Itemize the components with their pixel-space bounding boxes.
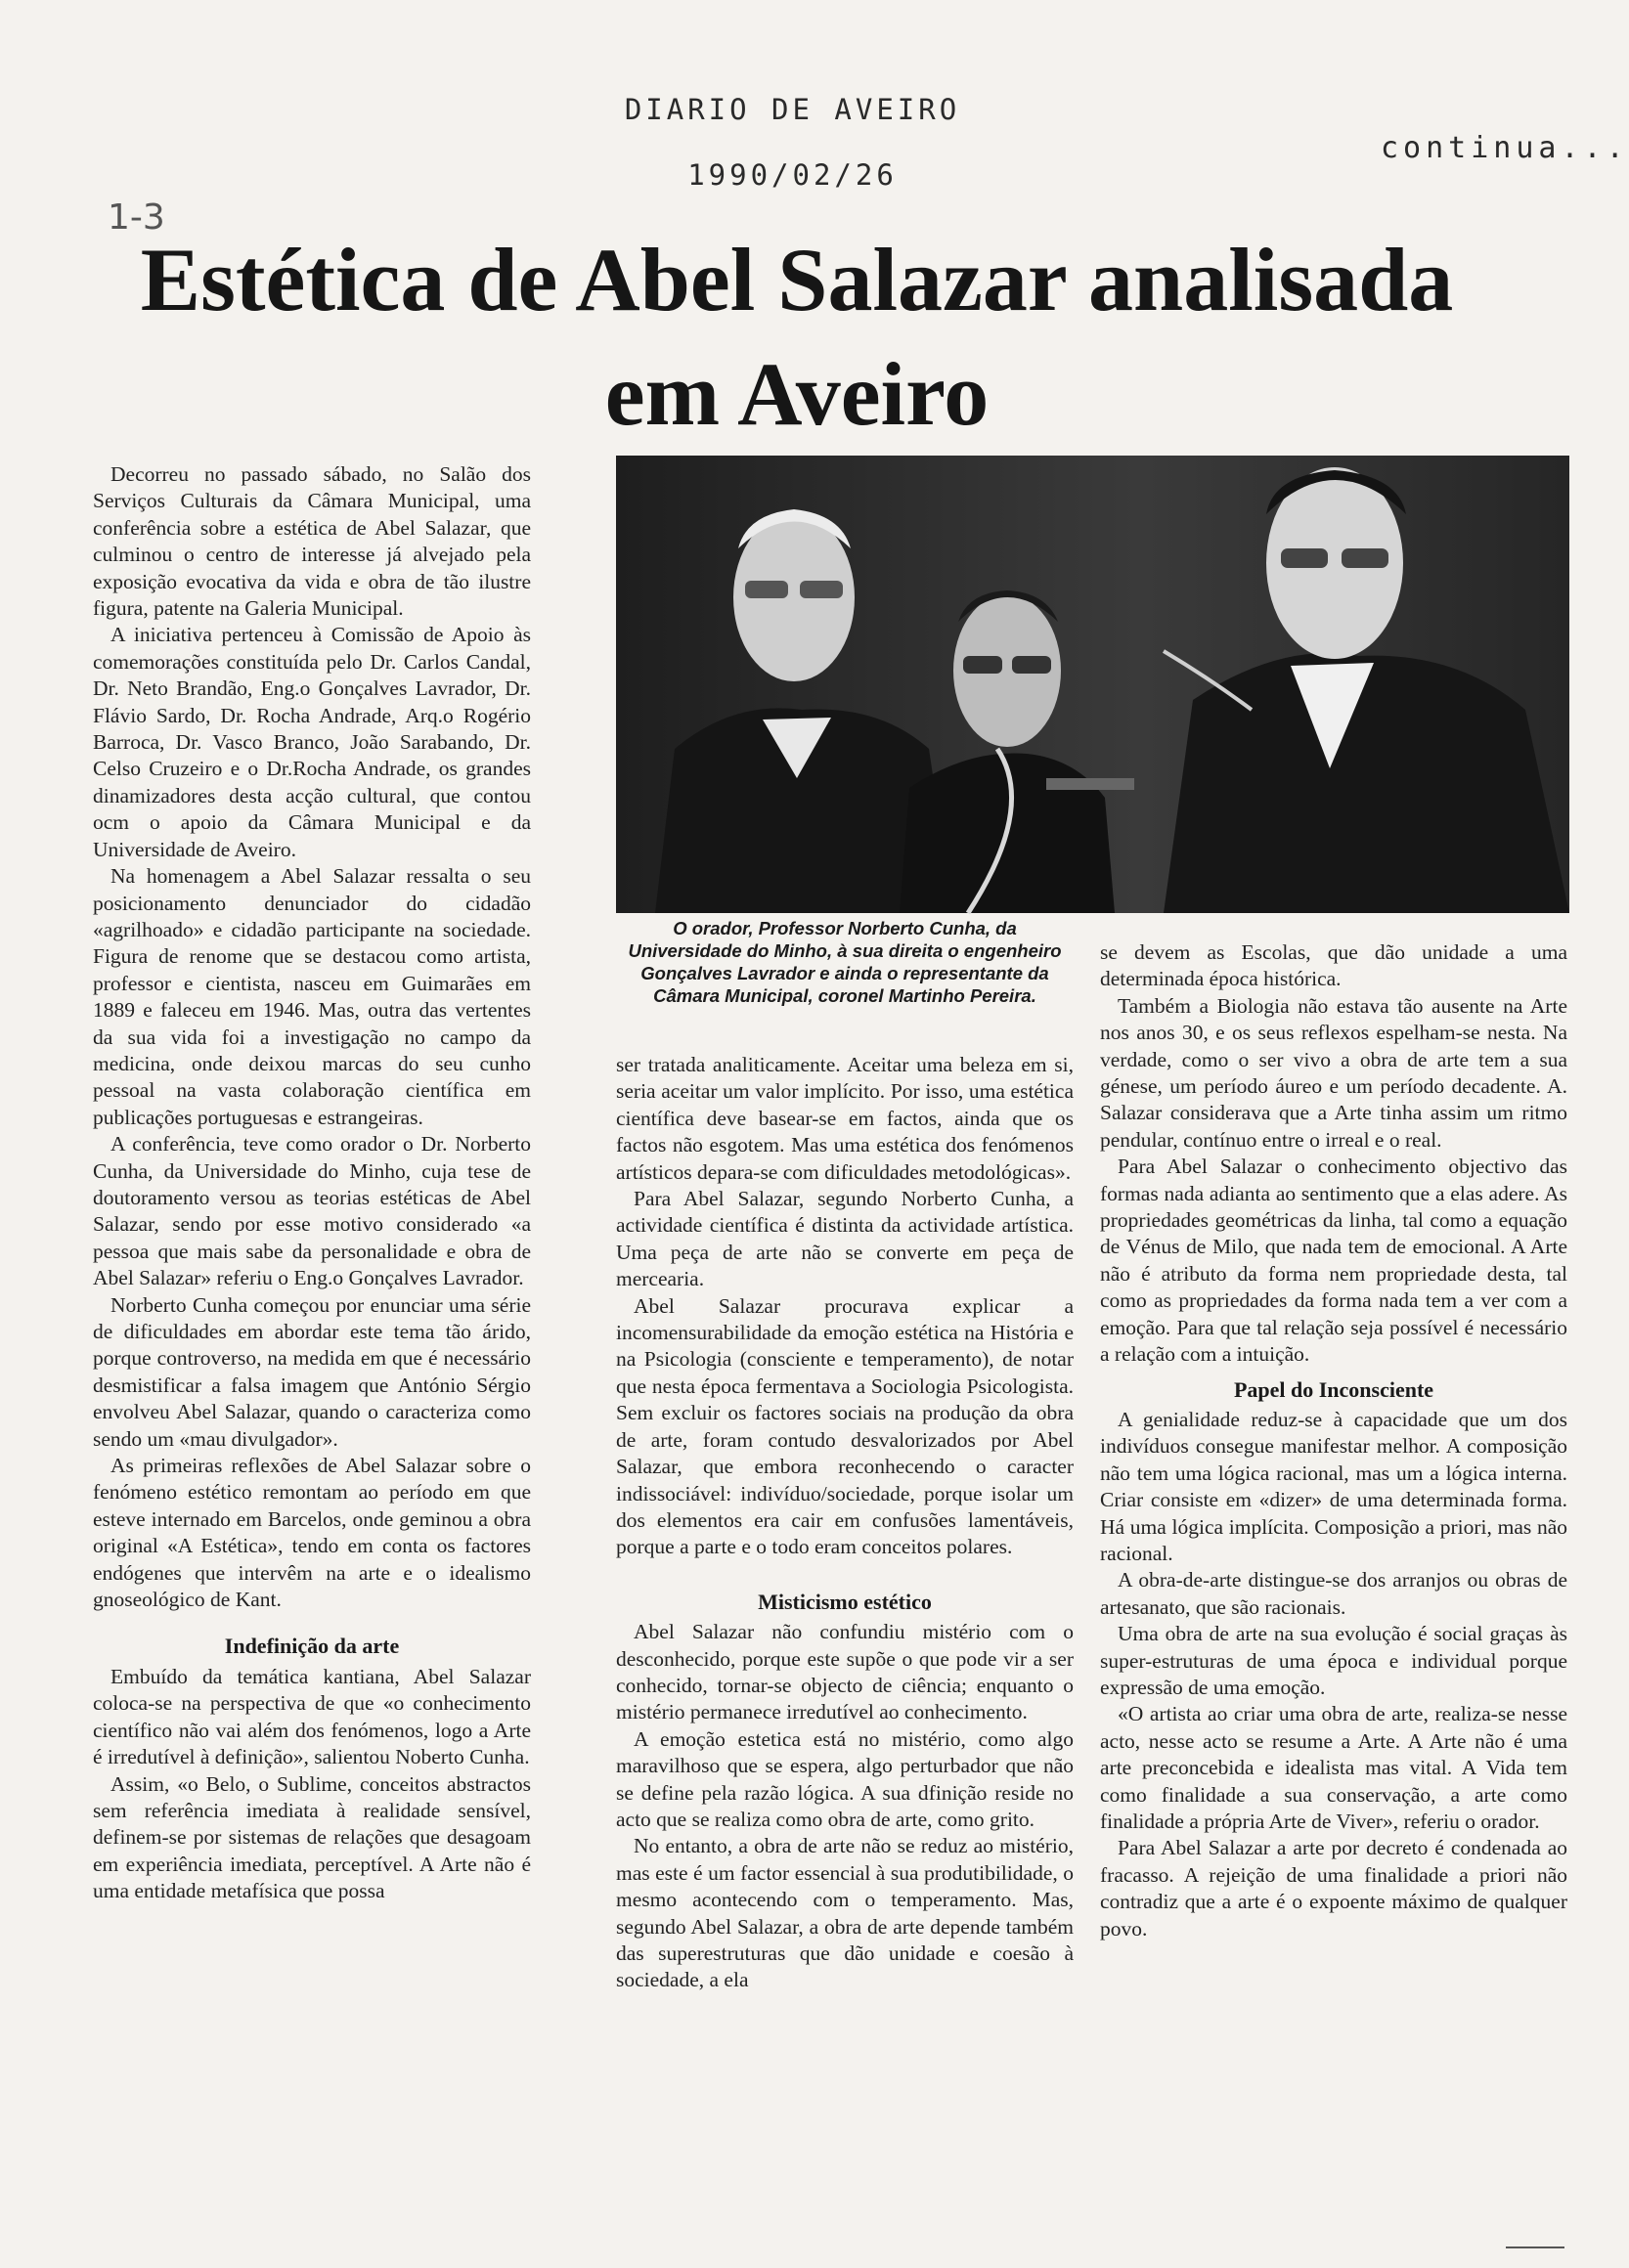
- continued-mark: continua...: [1381, 131, 1629, 165]
- end-rule: [1506, 2246, 1564, 2248]
- paragraph: Assim, «o Belo, o Sublime, conceitos abstractos sem referência imediata à realidade sensível, definem-se por sistemas de relações que desagoam em experiência imediata, perceptível. A Arte não é uma entidade metafísica que possa: [93, 1771, 531, 1903]
- paragraph: se devem as Escolas, que dão unidade a uma determinada época histórica.: [1100, 940, 1567, 991]
- paragraph: «O artista ao criar uma obra de arte, realiza-se nesse acto, nesse acto se resume a Arte. A Arte não é uma arte preconcebida e idealista mas vital. A Vida tem como finalidade a sua conservação, a arte como finalidade a própria Arte de Viver», referiu o orador.: [1100, 1702, 1567, 1833]
- subheading-inconsciente: Papel do Inconsciente: [1233, 1376, 1434, 1402]
- speakers-photo: [616, 456, 1569, 913]
- paragraph: Abel Salazar procurava explicar a incomensurabilidade da emoção estética na História e na Psicologia (consciente e temperamento), de notar que nesta época fermentava a Sociologia Psicologista. Sem excluir os factores sociais na produção da obra de arte, foram contudo desvalorizados por Abel Salazar, que embora reconhecendo o caracter indissociável: indivíduo/sociedade, porque isolar um dos elementos era cair em confusões lamentáveis, porque a parte e o todo eram conceitos polares.: [616, 1293, 1074, 1559]
- paragraph: Na homenagem a Abel Salazar ressalta o seu posicionamento denunciador do cidadão «agrilhoado» e cidadão participante na sociedade. Figura de renome que se destacou como artista, professor e cientista, nasceu em Guimarães em 1889 e faleceu em 1946. Mas, outra das vertentes da sua vida foi a investigação no campo da medicina, onde deixou marcas do seu cunho pessoal na vasta colaboração científica em publicações portuguesas e estrangeiras.: [93, 864, 531, 1129]
- paragraph: Embuído da temática kantiana, Abel Salazar coloca-se na perspectiva de que «o conhecimento científico não vai além dos fenómenos, logo a Arte é irredutível à definição», salientou Noberto Cunha.: [93, 1664, 531, 1769]
- paragraph: Decorreu no passado sábado, no Salão dos Serviços Culturais da Câmara Municipal, uma conferência sobre a estética de Abel Salazar, que culminou o centro de interesse já alvejado pela exposição evocativa da vida e obra de tão ilustre figura, patente na Galeria Municipal.: [93, 462, 531, 621]
- article-column-1: [93, 461, 531, 1905]
- paragraph: Para Abel Salazar a arte por decreto é condenada ao fracasso. A rejeição de uma finalidade a priori não contradiz que a arte é o expoente máximo de qualquer povo.: [1100, 1836, 1567, 1941]
- article-column-2: [616, 1052, 1074, 1994]
- paragraph: Abel Salazar não confundiu mistério com o desconhecido, porque este supõe o que pode vir a ser conhecido, tornar-se objecto de ciência; enquanto o mistério permanece irredutível ao conhecimento.: [616, 1620, 1074, 1724]
- photo-caption: O orador, Professor Norberto Cunha, da Universidade do Minho, à sua direita o engenheiro Gonçalves Lavrador e ainda o representante da Câmara Municipal, coronel Martinho Pereira.: [628, 918, 1062, 1006]
- paragraph: Para Abel Salazar, segundo Norberto Cunha, a actividade científica é distinta da actividade artística. Uma peça de arte não se converte em peça de mercearia.: [616, 1187, 1074, 1291]
- paragraph: A emoção estetica está no mistério, como algo maravilhoso que se espera, algo perturbador que não se define pela razão lógica. A sua dfinição reside no acto que se realiza como obra de arte, como grito.: [616, 1726, 1074, 1831]
- paragraph: A iniciativa pertenceu à Comissão de Apoio às comemorações constituída pelo Dr. Carlos Candal, Dr. Neto Brandão, Eng.o Gonçalves Lavrador, Dr. Flávio Sardo, Dr. Rocha Andrade, Arq.o Rogério Barroca, Dr. Vasco Branco, João Sarabando, Dr. Celso Cruzeiro e o Dr.Rocha Andrade, os grandes dinamizadores desta acção cultural, que contou ocm o apoio da Câmara Municipal e da Universidade de Aveiro.: [93, 623, 531, 861]
- paragraph: ser tratada analiticamente. Aceitar uma beleza em si, seria aceitar um valor implícito. Por isso, uma estética científica deve basear-se em factos, ainda que os factos não esgotem. Mas uma estética dos fenómenos artísticos depara-se com dificuldades metodológicas».: [616, 1053, 1074, 1184]
- paragraph: Para Abel Salazar o conhecimento objectivo das formas nada adianta ao sentimento que a elas adere. As propriedades geométricas da linha, tal como a equação de Vénus de Milo, que nada tem de emocional. A Arte não é atributo da forma nem propriedade desta, tal como as propriedades da forma nada tem a ver com a emoção. Para que tal relação seja possível é necessário a relação com a intuição.: [1100, 1155, 1567, 1367]
- subheading-misticismo: Misticismo estético: [758, 1589, 932, 1614]
- paragraph: Uma obra de arte na sua evolução é social graças às super-estruturas de uma época e individual porque expressão de uma emoção.: [1100, 1622, 1567, 1699]
- subheading-indefinicao: Indefinição da arte: [224, 1634, 400, 1659]
- paragraph: Também a Biologia não estava tão ausente na Arte nos anos 30, e os seus reflexos espelham-se nesta. Na verdade, como o ser vivo a obra de arte tem a sua génese, um período áureo e um período decadente. A. Salazar considerava que a Arte tinha assim um ritmo pendular, contínuo entre o irreal e o real.: [1100, 993, 1567, 1152]
- paragraph: As primeiras reflexões de Abel Salazar sobre o fenómeno estético remontam ao período em que esteve internado em Barcelos, onde geminou a obra original «A Estética», tendo em conta os factores endógenes que intervêm na arte e o idealismo gnoseológico de Kant.: [93, 1454, 531, 1612]
- publication-name: DIARIO DE AVEIRO: [624, 93, 961, 126]
- article-column-3: [1100, 939, 1567, 1942]
- paragraph: A obra-de-arte distingue-se dos arranjos ou obras de artesanato, que são racionais.: [1100, 1568, 1567, 1619]
- headline-line-2: em Aveiro: [604, 344, 990, 444]
- paragraph: No entanto, a obra de arte não se reduz ao mistério, mas este é um factor essencial à sua produtibilidade, o mesmo acontecendo com o temperamento. Mas, segundo Abel Salazar, a obra de arte depende também das superestruturas que dão unidade e coesão à sociedade, a ela: [616, 1834, 1074, 1992]
- headline-line-1: Estética de Abel Salazar analisada: [140, 230, 1454, 329]
- page-mark: 1-3: [108, 197, 165, 238]
- speakers-photo-graphic: [616, 456, 1569, 913]
- paragraph: A genialidade reduz-se à capacidade que um dos indivíduos consegue manifestar melhor. A composição não tem uma lógica racional, mas um a lógica interna. Criar consiste em «dizer» de uma determinada forma. Há uma lógica implícita. Composição a priori, mas não racional.: [1100, 1407, 1567, 1565]
- paragraph: A conferência, teve como orador o Dr. Norberto Cunha, da Universidade do Minho, cuja tese de doutoramento versou as teorias estéticas de Abel Salazar, sendo por esse motivo considerado «a pessoa que mais sabe da personalidade e obra de Abel Salazar» referiu o Eng.o Gonçalves Lavrador.: [93, 1132, 531, 1290]
- paragraph: Norberto Cunha começou por enunciar uma série de dificuldades em abordar este tema tão árido, porque controverso, na medida em que é necessário desmistificar a falsa imagem que António Sérgio envolveu Abel Salazar, quando o caracteriza como sendo um «mau divulgador».: [93, 1292, 531, 1451]
- publication-date: 1990/02/26: [687, 158, 898, 192]
